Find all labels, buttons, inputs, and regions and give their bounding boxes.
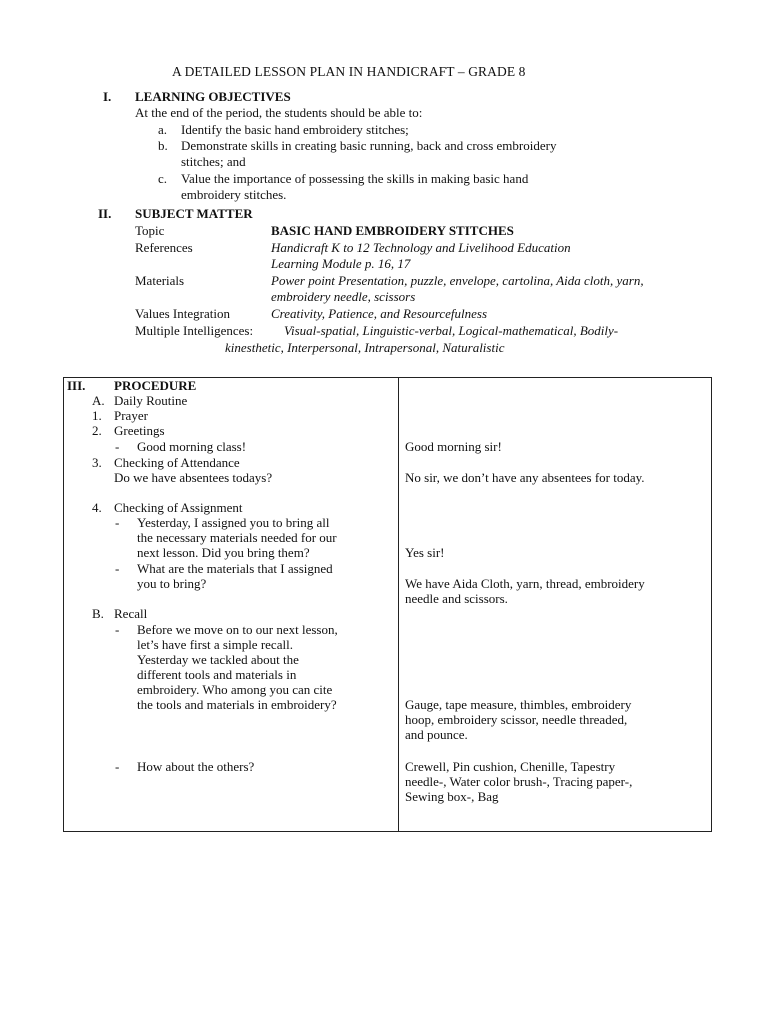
recall-label: Recall — [114, 606, 148, 621]
list-number: 4. — [92, 500, 102, 515]
student-response: Yes sir! — [405, 545, 445, 560]
mi-value: kinesthetic, Interpersonal, Intrapersonal, Naturalistic — [225, 340, 505, 355]
references-value: Handicraft K to 12 Technology and Livelihood Education — [271, 240, 571, 255]
column-divider — [398, 378, 399, 831]
objective-letter: b. — [158, 138, 168, 153]
objective-text: Demonstrate skills in creating basic running, back and cross embroidery — [181, 138, 557, 153]
section-number: II. — [98, 206, 112, 221]
dash-bullet: - — [115, 439, 120, 454]
attendance-label: Checking of Attendance — [114, 455, 240, 470]
student-response: and pounce. — [405, 727, 468, 742]
teacher-line: the tools and materials in embroidery? — [137, 697, 337, 712]
dash-bullet: - — [115, 759, 120, 774]
list-letter: B. — [92, 606, 104, 621]
student-response: hoop, embroidery scissor, needle threaded, — [405, 712, 628, 727]
page-title: A DETAILED LESSON PLAN IN HANDICRAFT – GRADE 8 — [172, 64, 526, 79]
list-letter: A. — [92, 393, 105, 408]
teacher-line: What are the materials that I assigned — [137, 561, 333, 576]
greetings-label: Greetings — [114, 423, 165, 438]
objective-text: Value the importance of possessing the skills in making basic hand — [181, 171, 529, 186]
teacher-line: Before we move on to our next lesson, — [137, 622, 338, 637]
student-response: needle and scissors. — [405, 591, 508, 606]
topic-label: Topic — [135, 223, 165, 238]
teacher-line: embroidery. Who among you can cite — [137, 682, 333, 697]
procedure-heading: PROCEDURE — [114, 378, 197, 393]
teacher-line: Do we have absentees todays? — [114, 470, 273, 485]
list-number: 1. — [92, 408, 102, 423]
subject-heading: SUBJECT MATTER — [135, 206, 253, 221]
teacher-line: you to bring? — [137, 576, 207, 591]
student-response: We have Aida Cloth, yarn, thread, embroidery — [405, 576, 645, 591]
student-response: Gauge, tape measure, thimbles, embroidery — [405, 697, 632, 712]
dash-bullet: - — [115, 515, 120, 530]
values-label: Values Integration — [135, 306, 230, 321]
student-response: No sir, we don’t have any absentees for today. — [405, 470, 645, 485]
objective-text: Identify the basic hand embroidery stitches; — [181, 122, 409, 137]
student-response: Crewell, Pin cushion, Chenille, Tapestry — [405, 759, 616, 774]
objective-text: embroidery stitches. — [181, 187, 287, 202]
list-number: 3. — [92, 455, 102, 470]
procedure-table — [63, 377, 712, 832]
list-number: 2. — [92, 423, 102, 438]
student-response: Good morning sir! — [405, 439, 502, 454]
teacher-line: let’s have first a simple recall. — [137, 637, 293, 652]
teacher-line: the necessary materials needed for our — [137, 530, 337, 545]
student-response: needle-, Water color brush-, Tracing paper-, — [405, 774, 633, 789]
assignment-label: Checking of Assignment — [114, 500, 243, 515]
materials-value: embroidery needle, scissors — [271, 289, 416, 304]
objectives-heading: LEARNING OBJECTIVES — [135, 89, 291, 104]
objective-text: stitches; and — [181, 154, 246, 169]
objective-letter: a. — [158, 122, 168, 137]
objective-letter: c. — [158, 171, 168, 186]
teacher-line: Yesterday, I assigned you to bring all — [137, 515, 330, 530]
objectives-intro: At the end of the period, the students should be able to: — [135, 105, 423, 120]
references-label: References — [135, 240, 193, 255]
teacher-line: Yesterday we tackled about the — [137, 652, 299, 667]
teacher-line: How about the others? — [137, 759, 255, 774]
teacher-line: different tools and materials in — [137, 667, 297, 682]
prayer-label: Prayer — [114, 408, 148, 423]
section-number: III. — [67, 378, 86, 393]
section-number: I. — [103, 89, 112, 104]
dash-bullet: - — [115, 622, 120, 637]
mi-value: Visual-spatial, Linguistic-verbal, Logical-mathematical, Bodily- — [284, 323, 619, 338]
topic-value: BASIC HAND EMBROIDERY STITCHES — [271, 223, 514, 238]
references-value: Learning Module p. 16, 17 — [271, 256, 411, 271]
materials-value: Power point Presentation, puzzle, envelope, cartolina, Aida cloth, yarn, — [271, 273, 644, 288]
values-value: Creativity, Patience, and Resourcefulness — [271, 306, 488, 321]
daily-routine-label: Daily Routine — [114, 393, 188, 408]
dash-bullet: - — [115, 561, 120, 576]
materials-label: Materials — [135, 273, 185, 288]
teacher-line: Good morning class! — [137, 439, 247, 454]
teacher-line: next lesson. Did you bring them? — [137, 545, 310, 560]
mi-label: Multiple Intelligences: — [135, 323, 254, 338]
student-response: Sewing box-, Bag — [405, 789, 499, 804]
